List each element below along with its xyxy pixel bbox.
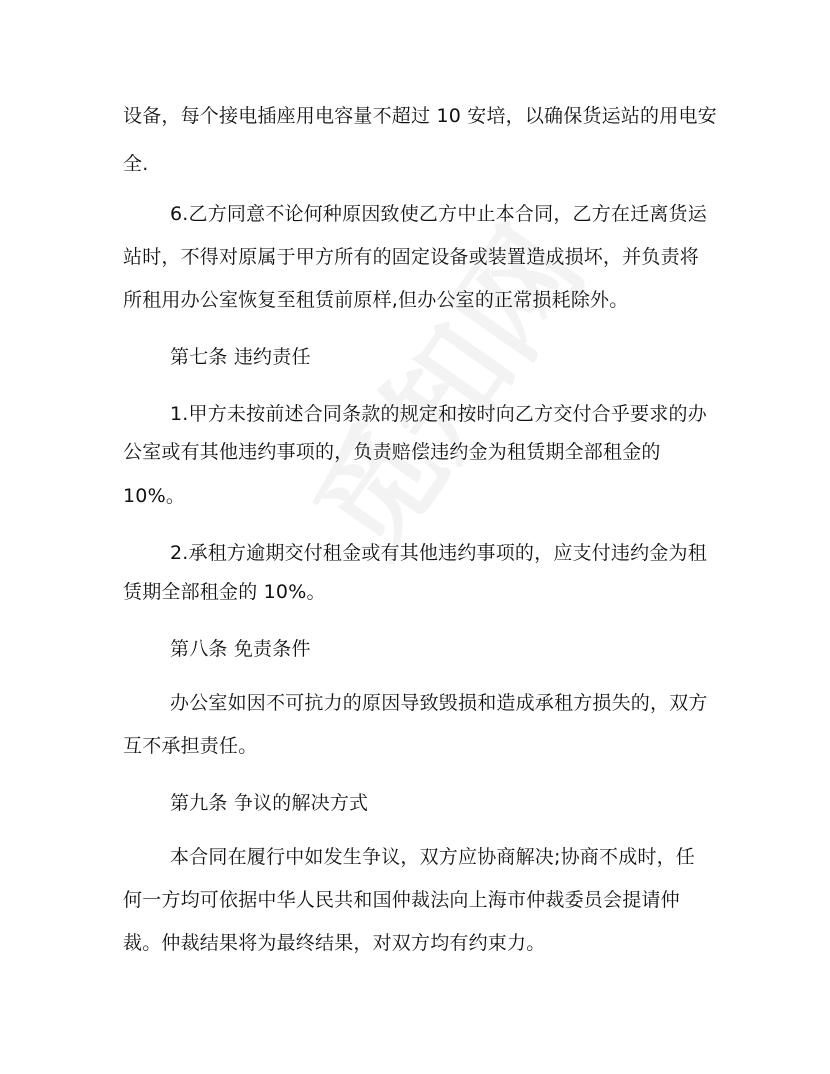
paragraph-line: 互不承担责任。 <box>123 735 258 757</box>
paragraph-line: 6.乙方同意不论何种原因致使乙方中止本合同，乙方在迁离货运 <box>170 203 707 225</box>
paragraph-line: 1.甲方未按前述合同条款的规定和按时向乙方交付合乎要求的办 <box>170 403 707 425</box>
paragraph-line: 全. <box>123 153 149 175</box>
paragraph-line: 裁。仲裁结果将为最终结果，对双方均有约束力。 <box>123 932 546 954</box>
paragraph-line: 赁期全部租金的 10%。 <box>123 581 326 603</box>
section-heading: 第九条 争议的解决方式 <box>170 792 369 814</box>
paragraph-line: 2.承租方逾期交付租金或有其他违约事项的，应支付违约金为租 <box>170 542 707 564</box>
paragraph-line: 10%。 <box>123 485 186 507</box>
paragraph-line: 所租用办公室恢复至租赁前原样,但办公室的正常损耗除外。 <box>123 289 629 311</box>
section-heading: 第七条 违约责任 <box>170 346 311 368</box>
paragraph-line: 本合同在履行中如发生争议，双方应协商解决;协商不成时，任 <box>170 846 696 868</box>
section-heading: 第八条 免责条件 <box>170 638 311 660</box>
paragraph-line: 设备，每个接电插座用电容量不超过 10 安培，以确保货运站的用电安 <box>123 105 717 127</box>
paragraph-line: 站时，不得对原属于甲方所有的固定设备或装置造成损坏，并负责将 <box>123 246 700 268</box>
paragraph-line: 何一方均可依据中华人民共和国仲裁法向上海市仲裁委员会提请仲 <box>123 889 680 911</box>
paragraph-line: 公室或有其他违约事项的，负责赔偿违约金为租赁期全部租金的 <box>123 441 661 463</box>
paragraph-line: 办公室如因不可抗力的原因导致毁损和造成承租方损失的，双方 <box>170 692 708 714</box>
